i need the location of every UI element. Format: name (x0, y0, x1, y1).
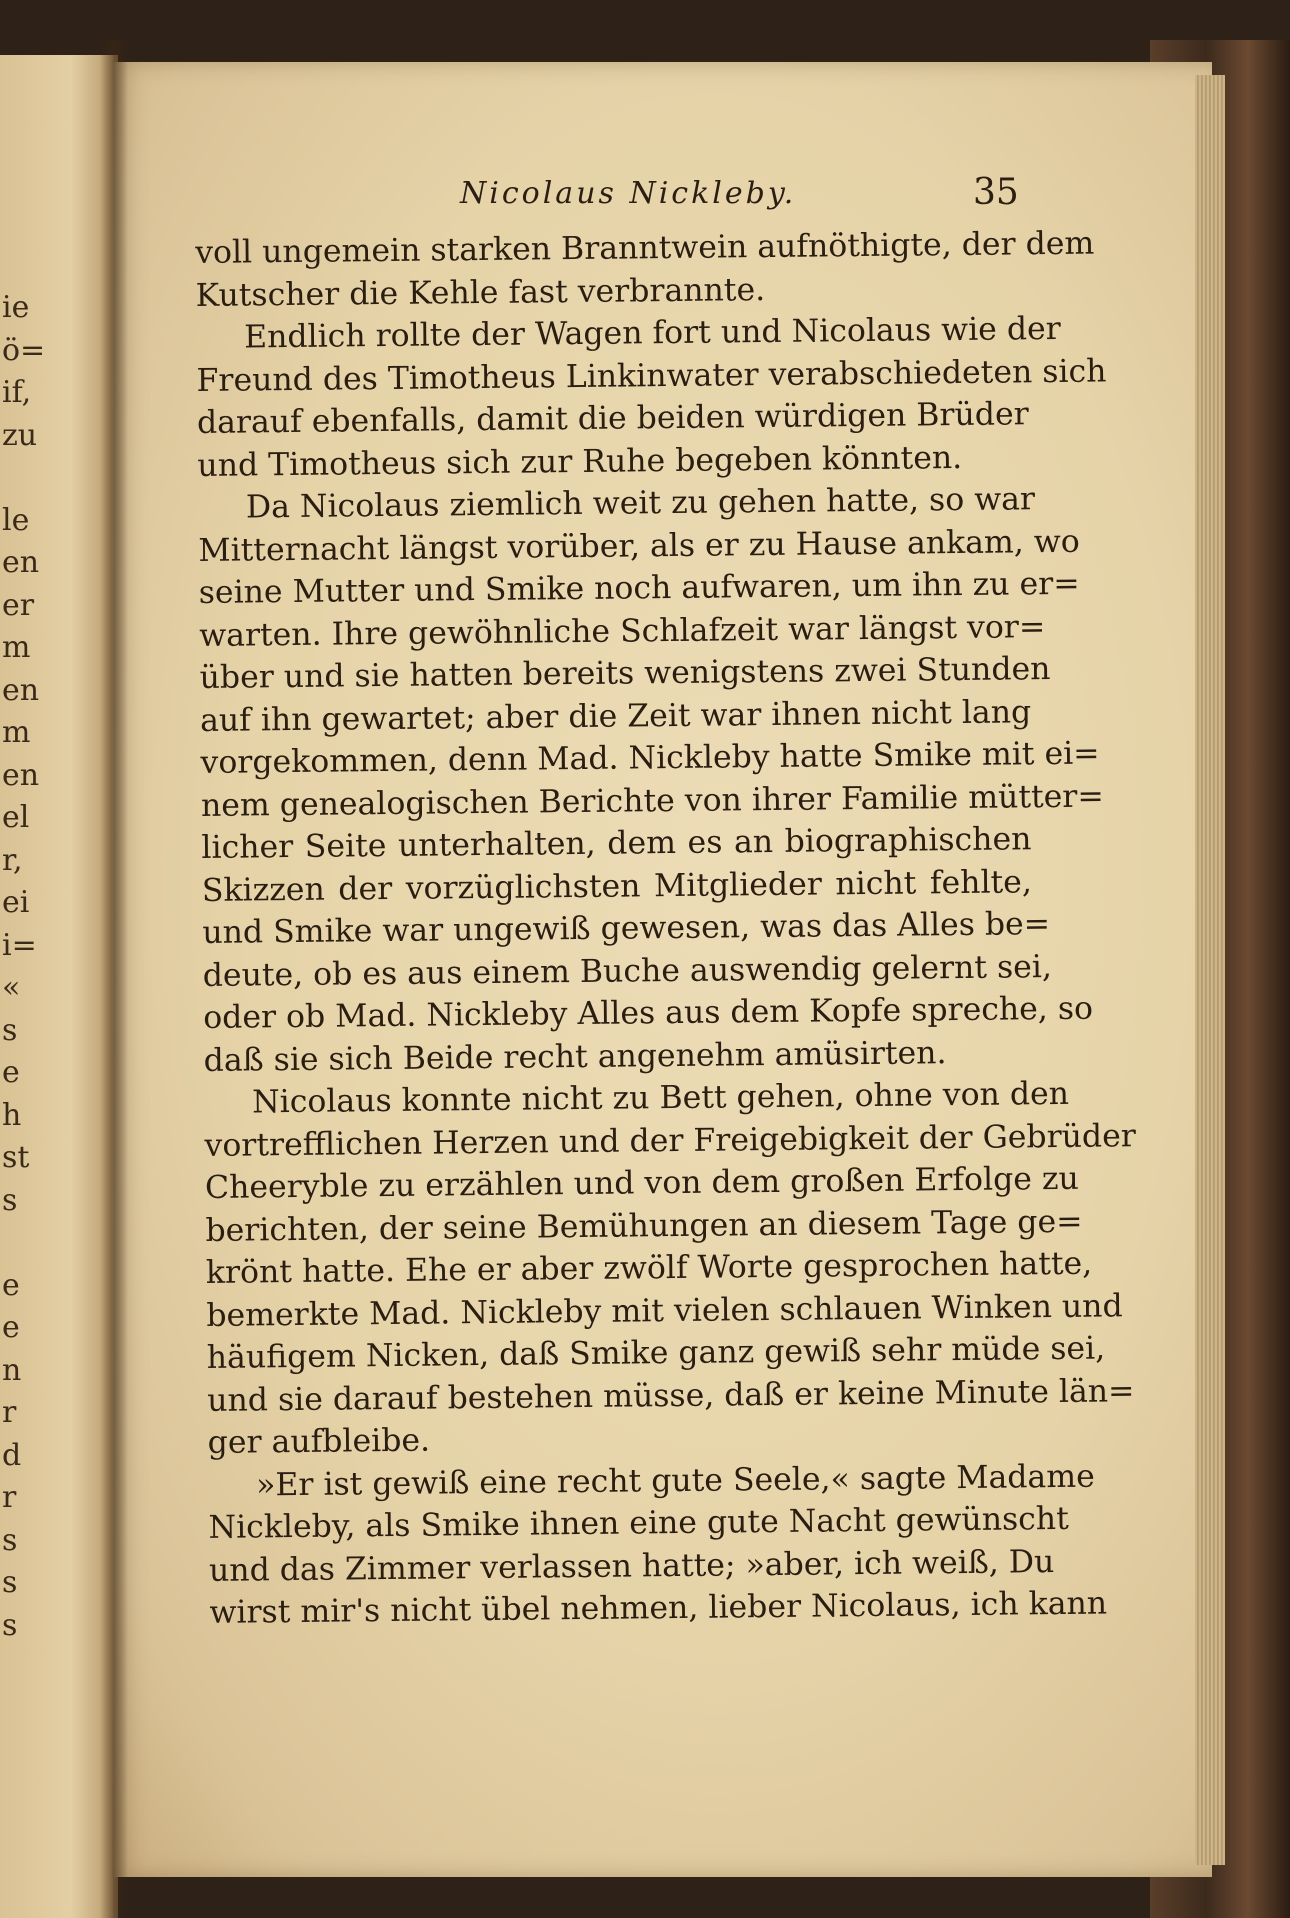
left-page-fragment: s (2, 1522, 18, 1558)
left-page-fragment: n (2, 1352, 22, 1388)
left-page-fragment: ie (2, 290, 30, 325)
left-page-fragment: e (2, 1310, 20, 1345)
text-line: wirst mir's nicht übel nehmen, lieber Nicolaus, ich kann (209, 1585, 1108, 1631)
left-page-fragment: s (2, 1607, 18, 1643)
page-number: 35 (973, 172, 1019, 213)
left-page-fragment: ei (2, 885, 30, 920)
text-line: seine Mutter und Smike noch aufwaren, um ihn zu er= (198, 565, 1080, 611)
left-page-fragment: r, (2, 842, 23, 878)
text-line: und das Zimmer verlassen hatte; »aber, ich weiß, Du (208, 1543, 1055, 1589)
left-page-fragment: el (2, 800, 30, 835)
left-page-fragment: s (2, 1012, 18, 1048)
left-page-fragment: s (2, 1182, 18, 1218)
text-line: Mitternacht längst vorüber, als er zu Hause ankam, wo (198, 523, 1080, 569)
text-line: daß sie sich Beide recht angenehm amüsirten. (203, 1034, 947, 1079)
text-line: und Smike war ungewiß gewesen, was das Alles be= (202, 906, 1051, 951)
book-gutter-shadow (100, 40, 128, 1918)
text-line: krönt hatte. Ehe er aber zwölf Worte gesprochen hatte, (205, 1245, 1093, 1291)
text-line: Nicolaus konnte nicht zu Bett gehen, ohne von den (251, 1075, 1070, 1121)
left-page-fragment: e (2, 1267, 20, 1303)
text-line: Kutscher die Kehle fast verbrannte. (195, 271, 766, 314)
left-page-text-fragments (2, 287, 62, 1647)
text-line: »Er ist gewiß eine recht gute Seele,« sagte Madame (255, 1458, 1095, 1503)
left-page-fragment: r (2, 1395, 17, 1430)
text-line: Da Nicolaus ziemlich weit zu gehen hatte, so war (245, 481, 1036, 526)
text-line: nem genealogischen Berichte von ihrer Familie mütter= (200, 778, 1104, 824)
text-line: Skizzen der vorzüglichsten Mitglieder nicht fehlte, (201, 863, 1033, 909)
left-page-fragment: en (2, 545, 40, 580)
text-line: darauf ebenfalls, damit die beiden würdigen Brüder (196, 396, 1029, 441)
running-title: Nicolaus Nickleby. (460, 176, 797, 211)
text-line: warten. Ihre gewöhnliche Schlafzeit war längst vor= (199, 608, 1046, 654)
left-page-fragment: zu (2, 417, 38, 453)
text-line: ger aufbleibe. (207, 1422, 431, 1461)
text-line: Cheeryble zu erzählen und von dem großen Erfolge zu (204, 1160, 1079, 1206)
text-line: berichten, der seine Bemühungen an diesem Tage ge= (205, 1203, 1083, 1249)
left-page-fragment: m (2, 630, 31, 665)
left-page-fragment (2, 1222, 62, 1265)
left-page-fragment: « (2, 970, 21, 1005)
text-line: deute, ob es aus einem Buche auswendig gelernt sei, (202, 948, 1053, 994)
left-page-fragment: en (2, 672, 40, 708)
left-page-fragment: s (2, 1565, 18, 1600)
text-line: häufigem Nicken, daß Smike ganz gewiß sehr müde sei, (206, 1330, 1106, 1376)
text-line: Endlich rollte der Wagen fort und Nicolaus wie der (243, 310, 1061, 356)
text-line: und sie darauf bestehen müsse, daß er keine Minute län= (207, 1372, 1135, 1419)
text-line: Freund des Timotheus Linkinwater verabschiedeten sich (196, 352, 1107, 399)
text-line: vortrefflichen Herzen und der Freigebigkeit der Gebrüder (204, 1117, 1136, 1164)
left-page-fragment: en (2, 757, 40, 793)
page-edge-stack (1195, 75, 1225, 1865)
left-page-fragment: st (2, 1140, 30, 1175)
left-page-fragment: r (2, 1480, 17, 1515)
text-line: auf ihn gewartet; aber die Zeit war ihnen nicht lang (199, 693, 1032, 739)
text-line: bemerkte Mad. Nickleby mit vielen schlauen Winken und (206, 1287, 1123, 1334)
left-page-fragment: er (2, 587, 35, 623)
left-page-fragment: if, (2, 375, 32, 410)
left-page-fragment: h (2, 1097, 22, 1133)
text-line: über und sie hatten bereits wenigstens zwei Stunden (199, 651, 1051, 696)
left-page-fragment: ö= (2, 332, 46, 368)
text-line: und Timotheus sich zur Ruhe begeben könnten. (197, 439, 963, 484)
text-line: Nickleby, als Smike ihnen eine gute Nacht gewünscht (208, 1500, 1069, 1546)
body-text (195, 223, 1136, 1634)
text-line: oder ob Mad. Nickleby Alles aus dem Kopfe spreche, so (203, 990, 1094, 1036)
left-page-fragment: le (2, 502, 30, 538)
text-line: voll ungemein starken Branntwein aufnöthigte, der dem (195, 225, 1095, 271)
text-line: licher Seite unterhalten, dem es an biographischen (201, 821, 1032, 866)
left-page-fragment (2, 457, 62, 500)
text-line: vorgekommen, denn Mad. Nickleby hatte Smike mit ei= (200, 735, 1100, 781)
left-page-fragment: e (2, 1055, 20, 1090)
left-page-fragment: m (2, 715, 31, 750)
left-page-fragment: i= (2, 927, 37, 963)
left-page-fragment: d (2, 1437, 22, 1473)
